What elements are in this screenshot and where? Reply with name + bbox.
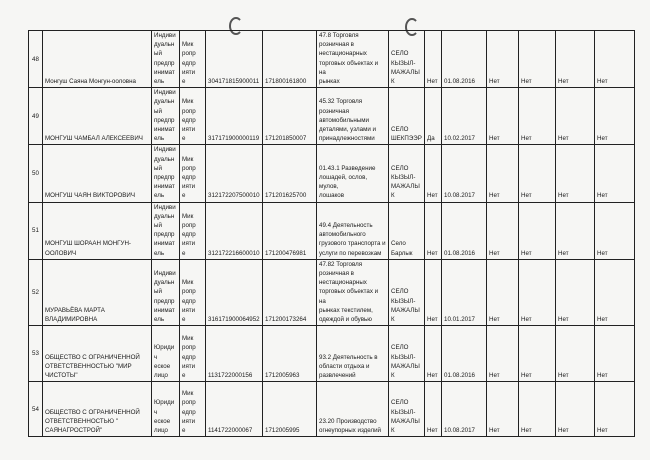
flag-4: Нет xyxy=(595,326,635,382)
flag-2: Нет xyxy=(519,145,556,202)
new-subject-flag: Нет xyxy=(425,259,442,325)
row-number: 49 xyxy=(29,88,43,145)
row-number: 54 xyxy=(29,382,43,437)
flag-3: Нет xyxy=(556,259,595,325)
subject-name: МОНГУШ ЧАЯН ВИКТОРОВИЧ xyxy=(43,145,152,202)
table-row xyxy=(29,145,635,202)
flag-1: Нет xyxy=(487,382,519,437)
inclusion-date: 10.08.2017 xyxy=(442,145,487,202)
subject-category: Мик ропр едпр ияти е xyxy=(180,382,206,437)
flag-2: Нет xyxy=(519,31,556,88)
locality-name: СЕЛО КЫЗЫЛ- МАЖАЛЫ К xyxy=(389,382,425,437)
subject-category: Мик ропр едпр ияти е xyxy=(180,31,206,88)
inclusion-date: 01.08.2016 xyxy=(442,326,487,382)
subject-name: Монгуш Саяна Монгун-ооловна xyxy=(43,31,152,88)
inclusion-date: 10.02.2017 xyxy=(442,88,487,145)
locality-name: СЕЛО КЫЗЫЛ- МАЖАЛЫ К xyxy=(389,31,425,88)
flag-4: Нет xyxy=(595,259,635,325)
inn-value: 171800161800 xyxy=(263,31,317,88)
subject-type: Юридич еское лицо xyxy=(152,326,180,382)
inclusion-date: 10.01.2017 xyxy=(442,259,487,325)
activity-code: 93.2 Деятельность в области отдыха и развлечений xyxy=(317,326,389,382)
activity-code: 01.43.1 Разведение лошадей, ослов, мулов, лошаков xyxy=(317,145,389,202)
row-number: 48 xyxy=(29,31,43,88)
registry-table xyxy=(28,30,635,437)
ogrn-value: 1141722000067 xyxy=(206,382,263,437)
subject-name: МОНГУШ ЧАМБАЛ АЛЕКСЕЕВИЧ xyxy=(43,88,152,145)
activity-code: 45.32 Торговля розничная автомобильными деталями, узлами и принадлежностями xyxy=(317,88,389,145)
ogrn-value: 317171900000119 xyxy=(206,88,263,145)
subject-type: Юридич еское лицо xyxy=(152,382,180,437)
ogrn-value: 312172207500010 xyxy=(206,145,263,202)
flag-1: Нет xyxy=(487,326,519,382)
table-row xyxy=(29,202,635,259)
flag-3: Нет xyxy=(556,202,595,259)
inn-value: 1712005995 xyxy=(263,382,317,437)
ogrn-value: 1131722000156 xyxy=(206,326,263,382)
inclusion-date: 01.08.2016 xyxy=(442,202,487,259)
flag-2: Нет xyxy=(519,382,556,437)
subject-name: ОБЩЕСТВО С ОГРАНИЧЕННОЙ ОТВЕТСТВЕННОСТЬЮ " САЯНАГРОСТРОЙ" xyxy=(43,382,152,437)
new-subject-flag: Нет xyxy=(425,382,442,437)
flag-4: Нет xyxy=(595,88,635,145)
flag-3: Нет xyxy=(556,326,595,382)
subject-name: МУРАВЬЁВА МАРТА ВЛАДИМИРОВНА xyxy=(43,259,152,325)
row-number: 51 xyxy=(29,202,43,259)
locality-name: Село Барлык xyxy=(389,202,425,259)
locality-name: СЕЛО КЫЗЫЛ- МАЖАЛЫ К xyxy=(389,145,425,202)
flag-1: Нет xyxy=(487,88,519,145)
inn-value: 171200476981 xyxy=(263,202,317,259)
flag-3: Нет xyxy=(556,88,595,145)
flag-2: Нет xyxy=(519,88,556,145)
activity-code: 47.82 Торговля розничная в нестационарных торговых объектах и на рынках текстилем, одеждой и обувью xyxy=(317,259,389,325)
inn-value: 171201850007 xyxy=(263,88,317,145)
subject-type: Индиви дуальн ый предпр инимат ель xyxy=(152,202,180,259)
table-row xyxy=(29,88,635,145)
flag-1: Нет xyxy=(487,31,519,88)
inclusion-date: 01.08.2016 xyxy=(442,31,487,88)
subject-type: Индиви дуальн ый предпр инимат ель xyxy=(152,145,180,202)
table-row xyxy=(29,326,635,382)
flag-1: Нет xyxy=(487,202,519,259)
subject-type: Индиви дуальн ый предпр инимат ель xyxy=(152,259,180,325)
flag-4: Нет xyxy=(595,382,635,437)
subject-category: Мик ропр едпр ияти е xyxy=(180,145,206,202)
subject-category: Мик ропр едпр ияти е xyxy=(180,259,206,325)
inn-value: 171200173264 xyxy=(263,259,317,325)
row-number: 50 xyxy=(29,145,43,202)
subject-category: Мик ропр едпр ияти е xyxy=(180,326,206,382)
table-row xyxy=(29,31,635,88)
inn-value: 171201625700 xyxy=(263,145,317,202)
subject-type: Индиви дуальн ый предпр инимат ель xyxy=(152,88,180,145)
flag-3: Нет xyxy=(556,31,595,88)
locality-name: СЕЛО КЫЗЫЛ- МАЖАЛЫ К xyxy=(389,326,425,382)
new-subject-flag: Нет xyxy=(425,31,442,88)
flag-2: Нет xyxy=(519,202,556,259)
inn-value: 1712005963 xyxy=(263,326,317,382)
subject-category: Мик ропр едпр ияти е xyxy=(180,202,206,259)
flag-3: Нет xyxy=(556,382,595,437)
new-subject-flag: Да xyxy=(425,88,442,145)
flag-1: Нет xyxy=(487,259,519,325)
table-row xyxy=(29,382,635,437)
activity-code: 49.4 Деятельность автомобильного грузового транспорта и услуги по перевозкам xyxy=(317,202,389,259)
locality-name: СЕЛО КЫЗЫЛ- МАЖАЛЫ К xyxy=(389,259,425,325)
new-subject-flag: Нет xyxy=(425,326,442,382)
flag-4: Нет xyxy=(595,145,635,202)
row-number: 52 xyxy=(29,259,43,325)
ogrn-value: 304171815900011 xyxy=(206,31,263,88)
subject-type: Индиви дуальн ый предпр инимат ель xyxy=(152,31,180,88)
ogrn-value: 312172216600010 xyxy=(206,202,263,259)
subject-name: МОНГУШ ШОРААН МОНГУН- ООЛОВИЧ xyxy=(43,202,152,259)
flag-1: Нет xyxy=(487,145,519,202)
ogrn-value: 316171900064952 xyxy=(206,259,263,325)
activity-code: 47.8 Торговля розничная в нестационарных торговых объектах и на рынках xyxy=(317,31,389,88)
flag-2: Нет xyxy=(519,259,556,325)
locality-name: СЕЛО ШЕКПЭЭР xyxy=(389,88,425,145)
subject-category: Мик ропр едпр ияти е xyxy=(180,88,206,145)
table-row xyxy=(29,259,635,325)
row-number: 53 xyxy=(29,326,43,382)
flag-2: Нет xyxy=(519,326,556,382)
activity-code: 23.20 Производство огнеупорных изделий xyxy=(317,382,389,437)
subject-name: ОБЩЕСТВО С ОГРАНИЧЕННОЙ ОТВЕТСТВЕННОСТЬЮ "МИР ЧИСТОТЫ" xyxy=(43,326,152,382)
flag-3: Нет xyxy=(556,145,595,202)
inclusion-date: 10.08.2017 xyxy=(442,382,487,437)
new-subject-flag: Нет xyxy=(425,202,442,259)
new-subject-flag: Нет xyxy=(425,145,442,202)
flag-4: Нет xyxy=(595,202,635,259)
flag-4: Нет xyxy=(595,31,635,88)
